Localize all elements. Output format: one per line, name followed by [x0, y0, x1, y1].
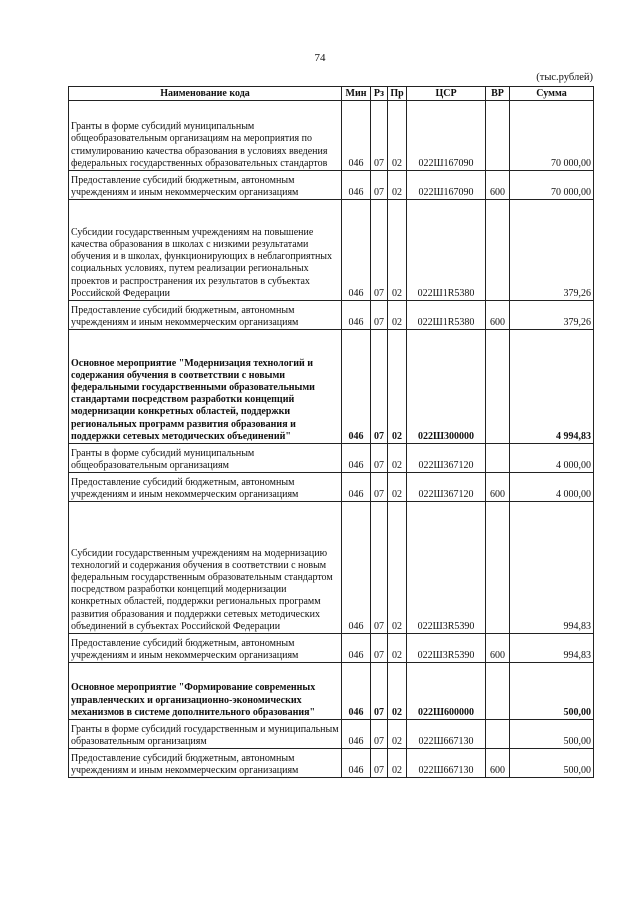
- row-name: Гранты в форме субсидий муниципальным общеобразовательным организациям: [69, 444, 342, 473]
- row-csr: 022Ш667130: [407, 720, 486, 749]
- table-row-main-event: [69, 330, 594, 444]
- row-name: Предоставление субсидий бюджетным, автономным учреждениям и иным некоммерческим организациям: [69, 473, 342, 502]
- row-vr: [486, 502, 510, 634]
- row-pr: 02: [388, 444, 407, 473]
- row-vr: [486, 101, 510, 171]
- table-row: [69, 200, 594, 301]
- col-header-pr: Пр: [388, 87, 407, 101]
- page-number: 74: [314, 52, 326, 64]
- row-min: 046: [342, 720, 371, 749]
- row-vr: 600: [486, 634, 510, 663]
- row-csr: 022Ш167090: [407, 171, 486, 200]
- row-csr: 022Ш1R5380: [407, 200, 486, 301]
- table-row: [69, 473, 594, 502]
- row-name: Гранты в форме субсидий муниципальным общеобразовательным организациям на мероприятия по стимулированию качества образования в условиях введения федеральных государственных образовательных стандартов: [69, 101, 342, 171]
- col-header-min: Мин: [342, 87, 371, 101]
- table-row: [69, 301, 594, 330]
- row-name: Предоставление субсидий бюджетным, автономным учреждениям и иным некоммерческим организациям: [69, 171, 342, 200]
- row-vr: 600: [486, 749, 510, 778]
- row-vr: 600: [486, 171, 510, 200]
- table-row: [69, 502, 594, 634]
- row-rz: 07: [371, 200, 388, 301]
- row-min: 046: [342, 634, 371, 663]
- row-rz: 07: [371, 301, 388, 330]
- row-rz: 07: [371, 720, 388, 749]
- row-sum: 379,26: [510, 200, 594, 301]
- row-min: 046: [342, 171, 371, 200]
- table-row: [69, 749, 594, 778]
- row-min: 046: [342, 663, 371, 720]
- row-pr: 02: [388, 502, 407, 634]
- row-min: 046: [342, 502, 371, 634]
- col-header-csr: ЦСР: [407, 87, 486, 101]
- table-row: [69, 720, 594, 749]
- row-pr: 02: [388, 301, 407, 330]
- row-min: 046: [342, 101, 371, 171]
- row-sum: 500,00: [510, 720, 594, 749]
- table-row: [69, 634, 594, 663]
- row-vr: 600: [486, 301, 510, 330]
- row-pr: 02: [388, 663, 407, 720]
- row-csr: 022Ш667130: [407, 749, 486, 778]
- row-vr: [486, 720, 510, 749]
- col-header-vr: ВР: [486, 87, 510, 101]
- table-row: [69, 444, 594, 473]
- row-csr: 022Ш600000: [407, 663, 486, 720]
- row-sum: 500,00: [510, 749, 594, 778]
- row-rz: 07: [371, 634, 388, 663]
- row-rz: 07: [371, 749, 388, 778]
- row-name: Предоставление субсидий бюджетным, автономным учреждениям и иным некоммерческим организациям: [69, 634, 342, 663]
- row-sum: 500,00: [510, 663, 594, 720]
- row-csr: 022Ш3R5390: [407, 502, 486, 634]
- row-sum: 994,83: [510, 634, 594, 663]
- budget-table: [68, 86, 594, 778]
- col-header-sum: Сумма: [510, 87, 594, 101]
- row-rz: 07: [371, 663, 388, 720]
- row-vr: [486, 663, 510, 720]
- row-rz: 07: [371, 101, 388, 171]
- row-name: Предоставление субсидий бюджетным, автономным учреждениям и иным некоммерческим организациям: [69, 749, 342, 778]
- row-min: 046: [342, 330, 371, 444]
- table-row: [69, 171, 594, 200]
- row-sum: 70 000,00: [510, 101, 594, 171]
- row-rz: 07: [371, 171, 388, 200]
- row-name: Гранты в форме субсидий государственным и муниципальным образовательным организациям: [69, 720, 342, 749]
- row-vr: [486, 200, 510, 301]
- col-header-rz: Рз: [371, 87, 388, 101]
- row-rz: 07: [371, 444, 388, 473]
- row-name: Основное мероприятие "Модернизация технологий и содержания обучения в соответствии с новыми федеральными государственными образовательными стандартами посредством разработки концепций модернизации конкретных областей, поддержки региональных программ развития образования и поддержки сетевых методических объединений": [69, 330, 342, 444]
- row-rz: 07: [371, 330, 388, 444]
- row-rz: 07: [371, 473, 388, 502]
- col-header-name: Наименование кода: [69, 87, 342, 101]
- row-sum: 994,83: [510, 502, 594, 634]
- row-sum: 4 000,00: [510, 473, 594, 502]
- table-row-main-event: [69, 663, 594, 720]
- row-min: 046: [342, 749, 371, 778]
- row-csr: 022Ш167090: [407, 101, 486, 171]
- units-label: (тыс.рублей): [536, 72, 593, 83]
- row-pr: 02: [388, 330, 407, 444]
- row-pr: 02: [388, 634, 407, 663]
- row-csr: 022Ш300000: [407, 330, 486, 444]
- row-pr: 02: [388, 749, 407, 778]
- row-csr: 022Ш3R5390: [407, 634, 486, 663]
- row-name: Субсидии государственным учреждениям на повышение качества образования в школах с низкими результатами обучения и в школах, функционирующих в неблагоприятных социальных условиях, путем реализации региональных проектов и распространения их результатов в субъектах Российской Федерации: [69, 200, 342, 301]
- table-header-row: [69, 87, 594, 101]
- table-row: [69, 101, 594, 171]
- row-sum: 4 000,00: [510, 444, 594, 473]
- row-pr: 02: [388, 473, 407, 502]
- row-csr: 022Ш367120: [407, 444, 486, 473]
- row-sum: 4 994,83: [510, 330, 594, 444]
- row-pr: 02: [388, 200, 407, 301]
- row-name: Основное мероприятие "Формирование современных управленческих и организационно-экономических механизмов в системе дополнительного образования": [69, 663, 342, 720]
- row-csr: 022Ш367120: [407, 473, 486, 502]
- row-vr: [486, 444, 510, 473]
- row-name: Субсидии государственным учреждениям на модернизацию технологий и содержания обучения в соответствии с новым федеральным государственным образовательным стандартом посредством разработки концепций модернизации конкретных областей, поддержки региональных программ развития образования и поддержки сетевых методических объединений в субъектах Российской Федерации: [69, 502, 342, 634]
- row-sum: 70 000,00: [510, 171, 594, 200]
- row-min: 046: [342, 473, 371, 502]
- row-pr: 02: [388, 171, 407, 200]
- row-name: Предоставление субсидий бюджетным, автономным учреждениям и иным некоммерческим организациям: [69, 301, 342, 330]
- row-pr: 02: [388, 101, 407, 171]
- row-vr: [486, 330, 510, 444]
- row-sum: 379,26: [510, 301, 594, 330]
- row-min: 046: [342, 301, 371, 330]
- row-vr: 600: [486, 473, 510, 502]
- row-pr: 02: [388, 720, 407, 749]
- row-min: 046: [342, 200, 371, 301]
- row-rz: 07: [371, 502, 388, 634]
- row-min: 046: [342, 444, 371, 473]
- row-csr: 022Ш1R5380: [407, 301, 486, 330]
